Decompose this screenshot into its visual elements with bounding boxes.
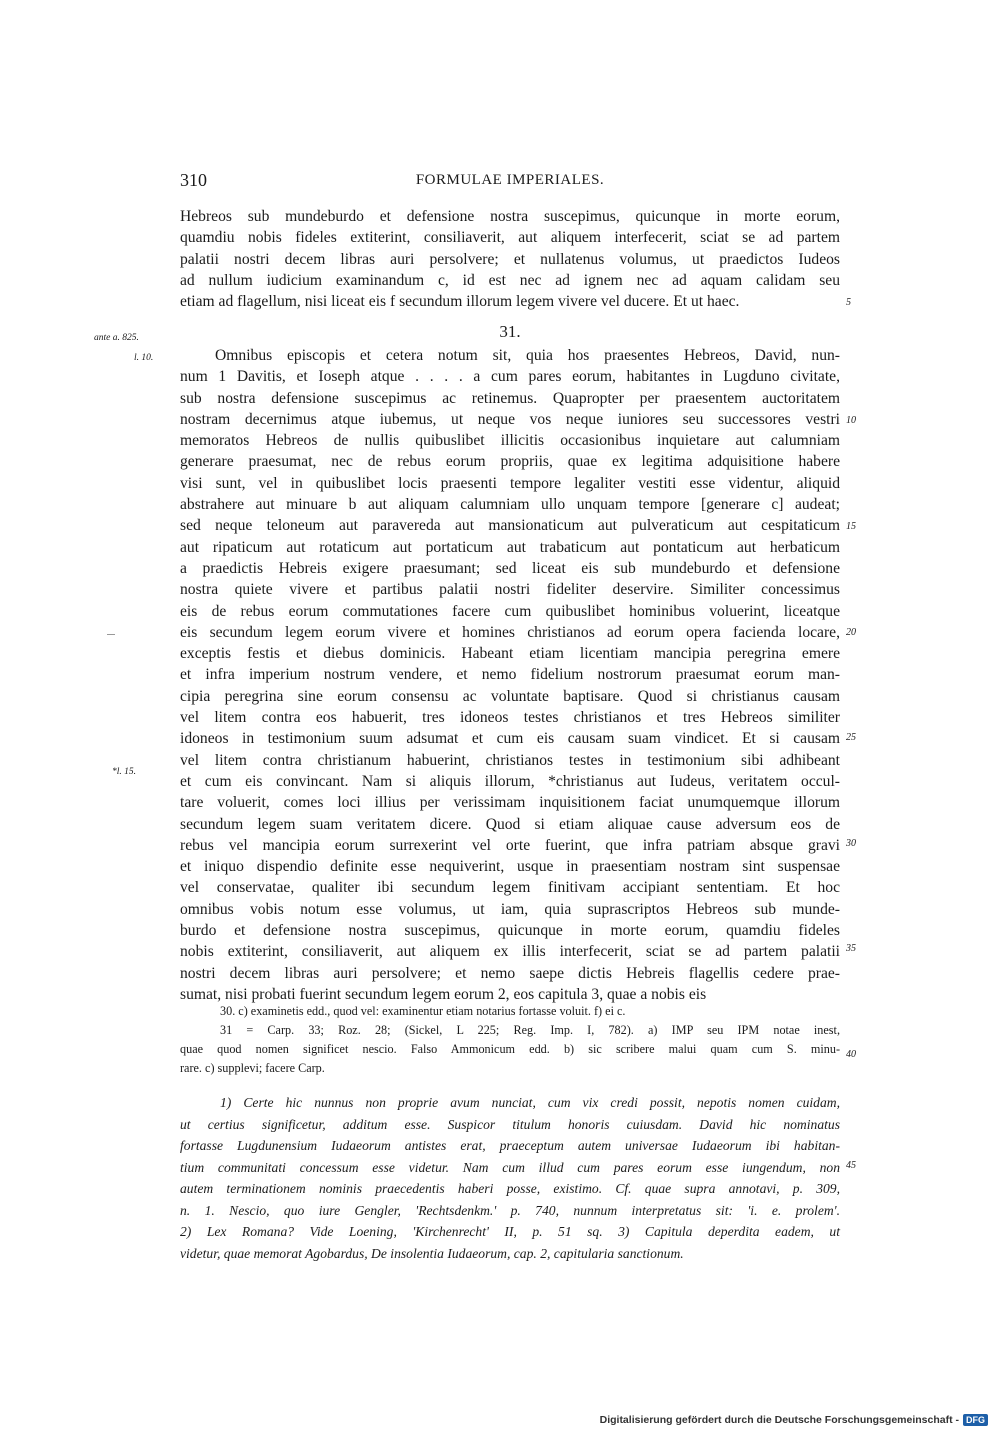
margin-reference: l. 10. xyxy=(134,353,154,363)
apparatus-line: rare. c) supplevi; facere Carp. xyxy=(180,1061,325,1075)
text-line: cipia peregrina sine eorum consensu ac voluntate baptisare. Quod si christianus causam xyxy=(180,687,840,705)
text-line: num 1 Davitis, et Ioseph atque . . . . a cum pares eorum, habitantes in Lugduno civitate, xyxy=(180,368,840,386)
text-line: sub nostra defensione suscepimus ac retinemus. Quapropter per praesentem auctoritatem xyxy=(180,389,840,407)
text-line: nostra quiete vivere et partibus palatii nostri fideliter deservire. Similiter concessimus xyxy=(180,581,840,599)
text-line: vel litem contra eos habuerit, tres idoneos testes christianos et tres Hebreos similiter xyxy=(180,709,840,727)
apparatus-line: 31 = Carp. 33; Roz. 28; (Sickel, L 225; Reg. Imp. I, 782). a) IMP seu IPM notae inest, xyxy=(220,1023,840,1037)
text-line: omnibus vobis notum esse volumus, ut iam, quia suprascriptos Hebreos sub munde- xyxy=(180,900,840,918)
text-line: etiam ad flagellum, nisi liceat eis f secundum illorum legem vivere vel ducere. Et ut haec. xyxy=(180,293,740,311)
text-line: burdo et defensione nostra suscepimus, quicunque in morte eorum, quamdiu fideles xyxy=(180,922,840,940)
margin-reference: *l. 15. xyxy=(112,767,137,777)
text-line: rebus vel mancipia eorum surrexerint vel orte fuerint, que infra patriam absque gravi xyxy=(180,836,840,854)
text-line: vel litem contra christianum habuerint, christianos testes in testimonium sibi adhibeant xyxy=(180,751,840,769)
text-line: nostri decem libras auri persolvere; et nemo saepe dictis Hebreis flagellis cedere prae- xyxy=(180,964,840,982)
text-line: a praedictis Hebreis exigere praesumant; sed liceat eis sub mundeburdo et defensione xyxy=(180,559,840,577)
text-line: secundum legem suam veritatem dicere. Quod si etiam aliquae cause adversum eos de xyxy=(180,815,840,833)
document-text xyxy=(180,345,840,1005)
text-line: memoratos Hebreos de nullis quibuslibet illicitis occasionibus inquietare aut calumniam xyxy=(180,432,840,450)
text-line: idoneos in testimonium suum adsumat et cum eis causam suam vindicet. Et si causam xyxy=(180,730,840,748)
dfg-logo: DFG xyxy=(963,1414,988,1426)
footnote-line: 1) Certe hic nunnus non proprie avum nunciat, cum vix credi possit, nepotis nomen cuidam, xyxy=(220,1095,840,1110)
line-number-margin: 35 xyxy=(846,943,856,954)
footnote-line: ut certius significetur, additum esse. Suspicor titulum honoris cuiusdam. David hic nominatus xyxy=(180,1116,840,1132)
apparatus-line: 30. c) examinetis edd., quod vel: examinentur etiam notarius fortasse voluit. f) ei c. xyxy=(220,1004,626,1018)
text-line: tare voluerit, comes loci illius per verissimam inquisitionem faciat unumquemque illorum xyxy=(180,794,840,812)
line-number-margin: 15 xyxy=(846,521,856,532)
text-line: visi sunt, vel in quibuslibet locis praesenti tempore legaliter vestiti esse videntur, aliquid xyxy=(180,474,840,492)
text-line: Hebreos sub mundeburdo et defensione nostra suscepimus, quicunque in morte eorum, xyxy=(180,208,840,225)
line-number-margin: 45 xyxy=(846,1160,856,1171)
line-number-margin: 20 xyxy=(846,627,856,638)
digitization-footer xyxy=(600,1414,988,1426)
footnote-line: n. 1. Nescio, quo iure Gengler, 'Rechtsdenkm.' p. 740, nunnum interpretatus sit: 'i. e. prolem'. xyxy=(180,1202,840,1218)
line-number-margin: 25 xyxy=(846,732,856,743)
text-line: vel conservatae, qualiter ibi secundum legem finitivam accipiant sententiam. Et hoc xyxy=(180,879,840,897)
document-number: 31. xyxy=(499,322,521,341)
text-line: ad nullum iudicium examinandum c, id est nec ad ignem nec ad aquam calidam seu xyxy=(180,271,840,289)
footnote-line: videtur, quae memorat Agobardus, De insolentia Iudaeorum, cap. 2, capitularia sanctionum. xyxy=(180,1245,684,1261)
footnote-line: fortasse Lugdunensium Iudaeorum antistes erat, praeceptum autem universae Iudaeorum ibi habitan- xyxy=(180,1138,840,1153)
date-note: ante a. 825. xyxy=(94,333,139,343)
text-line: aut ripaticum aut rotaticum aut portaticum aut trabaticum aut pontaticum aut herbaticum xyxy=(180,538,840,556)
page-number: 310 xyxy=(180,170,207,190)
line-number-margin: 5 xyxy=(846,297,851,308)
footnote-line: autem terminationem nominis praecedentis haberi posse, existimo. Cf. quae supra annotavi, p. 309, xyxy=(180,1181,840,1196)
text-line: eis de rebus eorum commutationes facere cum quibuslibet hominibus voluerint, liceatque xyxy=(180,602,840,620)
line-number-margin: 40 xyxy=(846,1049,856,1060)
text-line: sed neque teloneum aut paravereda aut mansionaticum aut pulveraticum aut cespitaticum xyxy=(180,517,840,535)
apparatus-line: quae quod nomen significet nescio. Falso Ammonicum edd. b) sic scribere malui quam cum S. minu- xyxy=(180,1042,840,1056)
previous-document-text xyxy=(180,206,840,312)
margin-mark xyxy=(107,634,115,635)
footnote-line: tium communitati concessum esse videtur. Nam cum illud cum pares eorum esse iungendum, non xyxy=(180,1159,840,1175)
text-line: nobis extiterint, consiliaverit, aut aliquem ex illis interfecerit, sciat se ad partem palatii xyxy=(180,943,840,961)
text-line: Omnibus episcopis et cetera notum sit, quia hos praesentes Hebreos, David, nun- xyxy=(215,347,840,364)
footnotes xyxy=(180,1092,840,1264)
text-line: exceptis festis et diebus dominicis. Habeant etiam licentiam mancipia peregrina emere xyxy=(180,645,840,663)
footer-text: Digitalisierung gefördert durch die Deutsche Forschungsgemeinschaft - xyxy=(599,1414,959,1426)
text-line: et iniquo dispendio definite esse nequiverint, usque in praesentiam nostram sint suspensae xyxy=(180,858,840,876)
critical-apparatus xyxy=(180,1002,840,1078)
text-line: eis secundum legem eorum vivere et homines christianos ad eorum opera facienda locare, xyxy=(180,623,840,641)
page-header xyxy=(180,170,840,194)
text-line: palatii nostri decem libras auri persolvere; et nullatenus volumus, ut praedictos Iudeos xyxy=(180,250,840,268)
line-number-margin: 30 xyxy=(846,838,856,849)
text-line: nostram decernimus atque iubemus, ut neque vos neque iuniores seu successores vestri xyxy=(180,410,840,428)
footnote-line: 2) Lex Romana? Vide Loening, 'Kirchenrecht' II, p. 51 sq. 3) Capitula deperdita eadem, ut xyxy=(180,1224,840,1239)
running-title: FORMULAE IMPERIALES. xyxy=(415,172,605,188)
text-line: et infra imperium nostrum vendere, et nemo fidelium nostrorum praesumat eorum man- xyxy=(180,666,840,684)
text-line: abstrahere aut minuare b aut aliquam calumniam ullo unquam tempore [generare c] audeat; xyxy=(180,496,840,514)
text-line: sumat, nisi probati fuerint secundum legem eorum 2, eos capitula 3, quae a nobis eis xyxy=(180,985,707,1003)
text-line: et cum eis convincant. Nam si aliquis illorum, *christianus aut Iudeus, veritatem occul- xyxy=(180,772,840,790)
line-number-margin: 10 xyxy=(846,415,856,426)
text-line: quamdiu nobis fideles extiterint, consiliaverit, aut aliquem interfecerit, sciat se ad partem xyxy=(180,229,840,247)
text-line: generare praesumat, nec de rebus eorum propriis, quae ex legitima adquisitione habere xyxy=(180,453,840,471)
